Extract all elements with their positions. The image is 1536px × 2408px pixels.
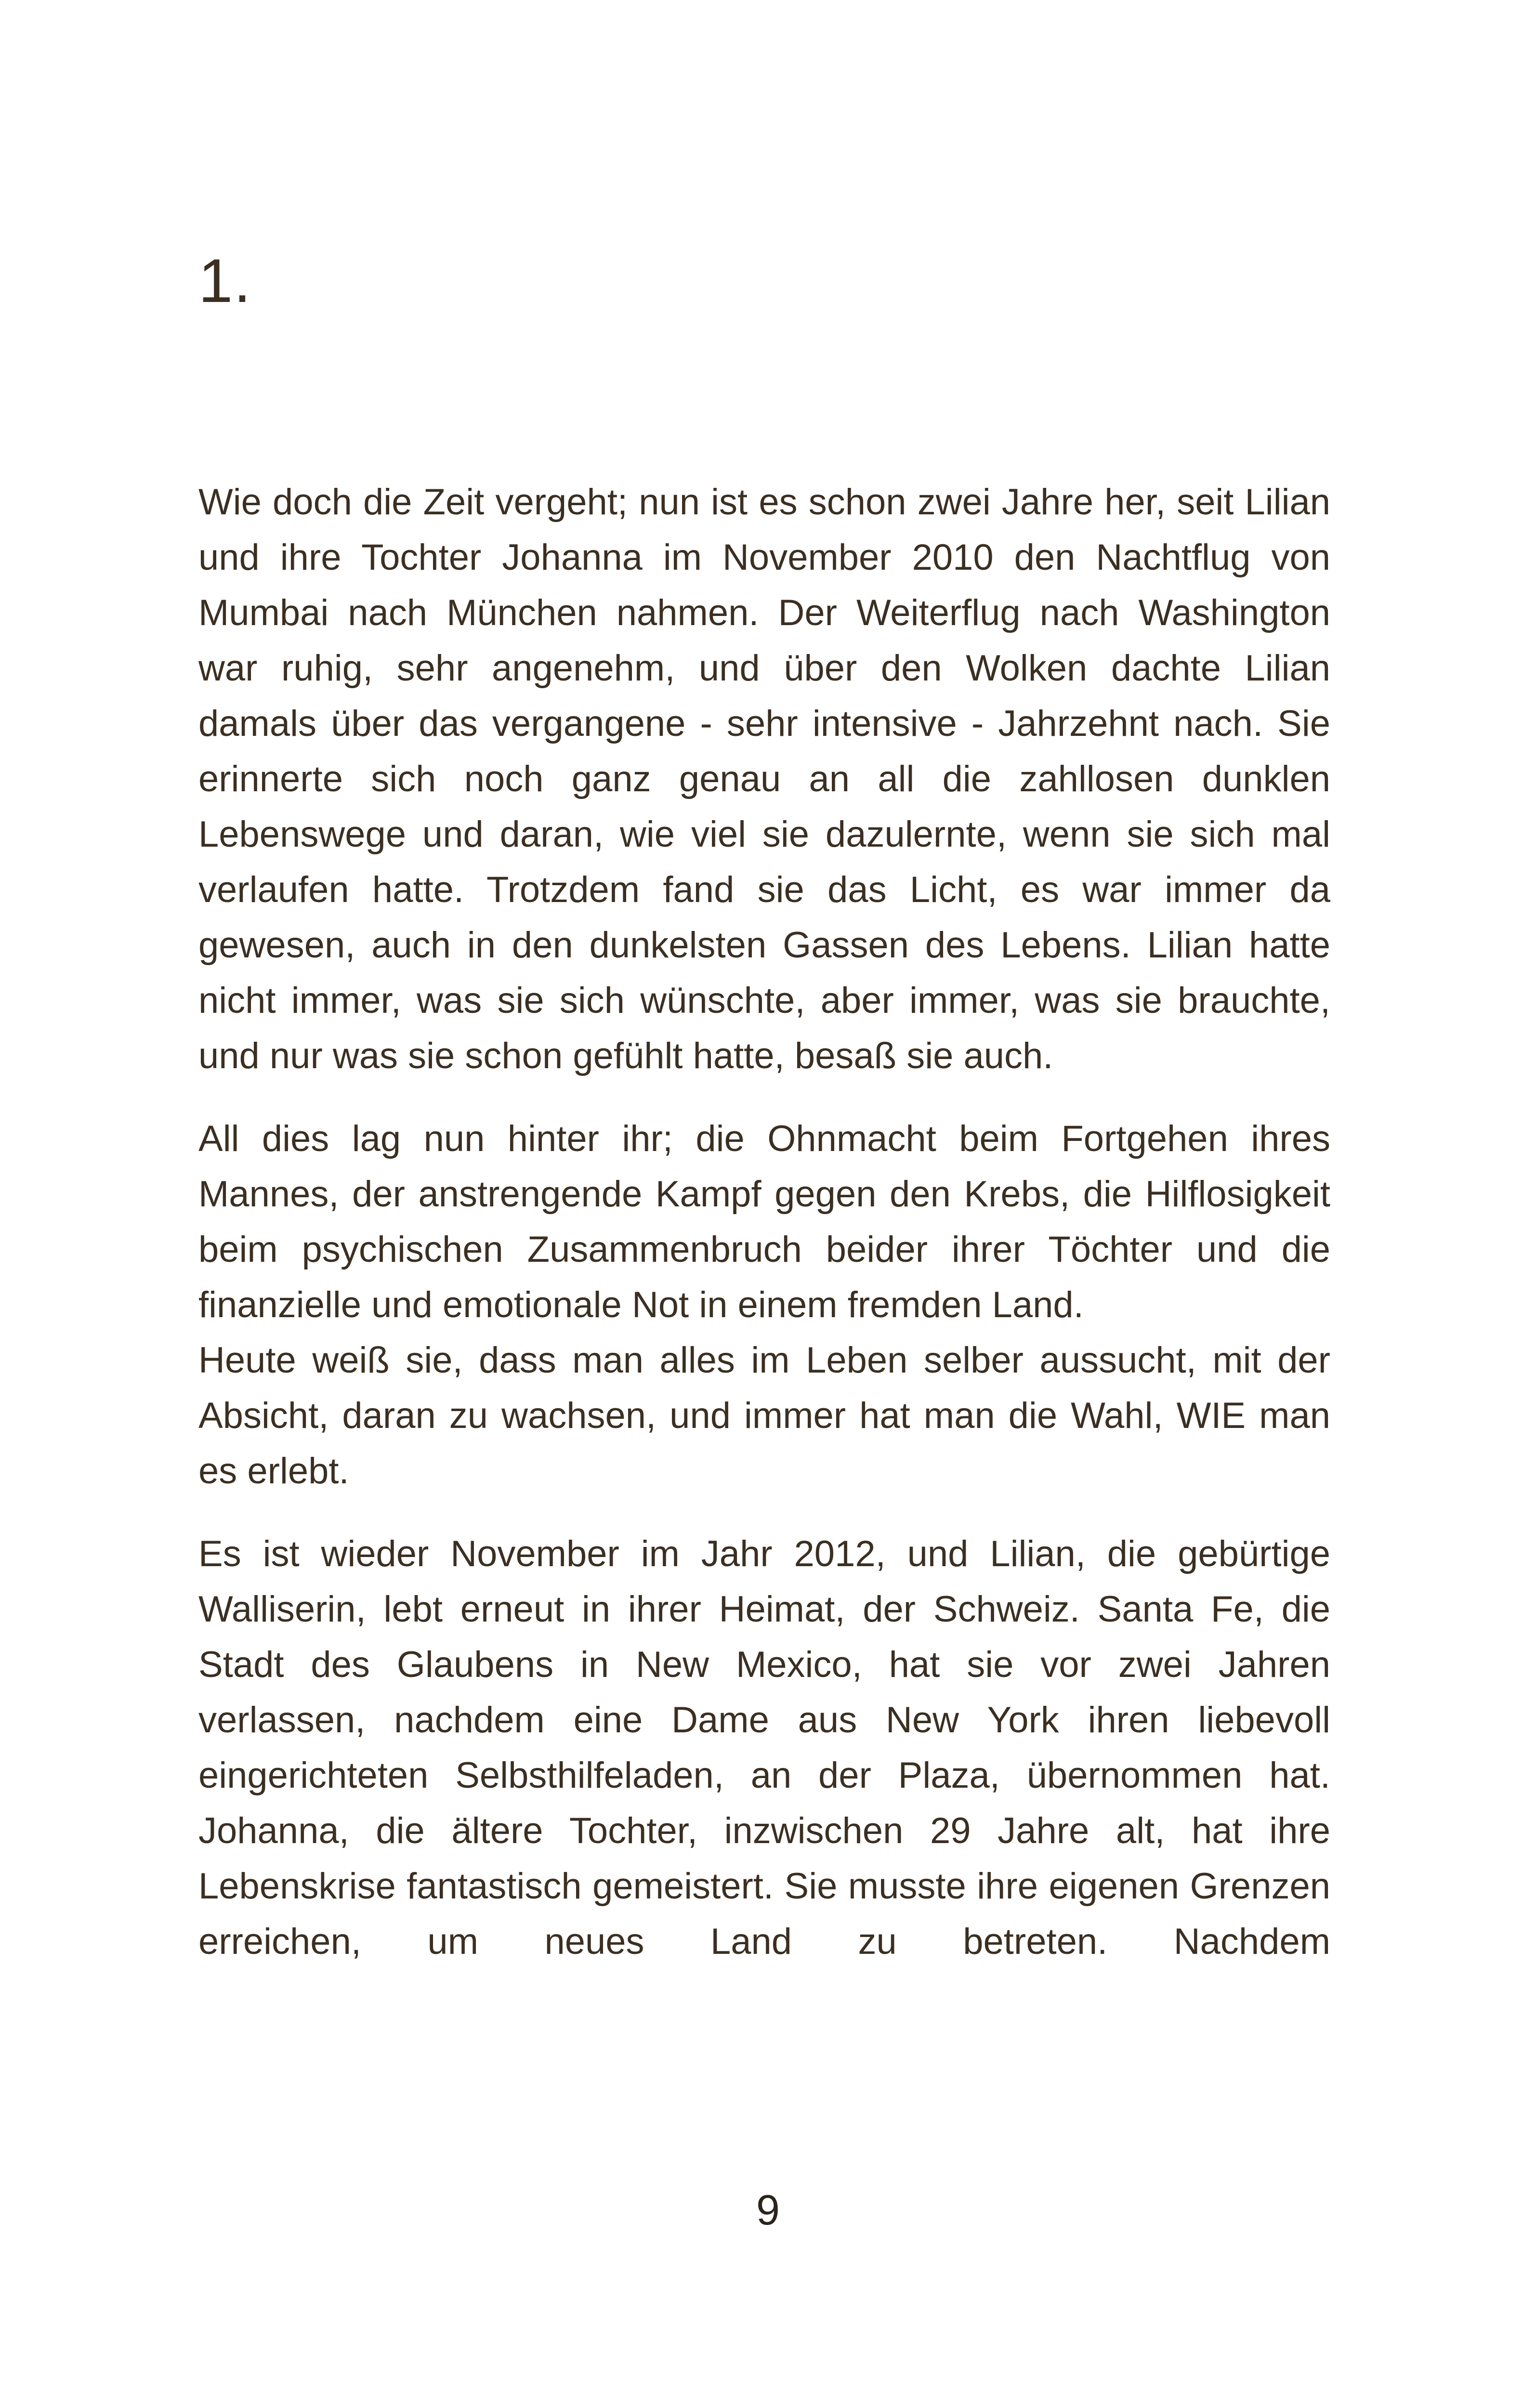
paragraph-3: Heute weiß sie, dass man alles im Leben selber aussucht, mit der Absicht, daran zu wachsen, und immer hat man die Wahl, WIE man es erlebt. <box>198 1340 1330 1492</box>
page-number: 9 <box>756 2186 780 2234</box>
chapter-number: 1. <box>198 247 252 315</box>
paragraph-2: All dies lag nun hinter ihr; die Ohnmacht beim Fortgehen ihres Mannes, der anstrengende Kampf gegen den Krebs, die Hilflosigkeit beim psychischen Zusammenbruch beider ihrer Töchter und die finanzielle und emotionale Not in einem fremden Land. <box>198 1118 1330 1325</box>
paragraph-4: Es ist wieder November im Jahr 2012, und Lilian, die gebürtige Walliserin, lebt erneut in ihrer Heimat, der Schweiz. Santa Fe, die Stadt des Glaubens in New Mexico, hat sie vor zwei Jahren verlassen, nachdem eine Dame aus New York ihren liebevoll eingerichteten Selbsthilfeladen, an der Plaza, übernommen hat. Johanna, die ältere Tochter, inzwischen 29 Jahre alt, hat ihre Lebenskrise fantastisch gemeistert. Sie musste ihre eigenen Grenzen erreichen, um neues Land zu betreten. Nachdem <box>198 1533 1330 1962</box>
chapter-body <box>198 474 1330 1969</box>
paragraph-1: Wie doch die Zeit vergeht; nun ist es schon zwei Jahre her, seit Lilian und ihre Tochter Johanna im November 2010 den Nachtflug von Mumbai nach München nahmen. Der Weiterflug nach Washington war ruhig, sehr angenehm, und über den Wolken dachte Lilian damals über das vergangene - sehr intensive - Jahrzehnt nach. Sie erinnerte sich noch ganz genau an all die zahllosen dunklen Lebenswege und daran, wie viel sie dazulernte, wenn sie sich mal verlaufen hatte. Trotzdem fand sie das Licht, es war immer da gewesen, auch in den dunkelsten Gassen des Lebens. Lilian hatte nicht immer, was sie sich wünschte, aber immer, was sie brauchte, und nur was sie schon gefühlt hatte, besaß sie auch. <box>198 482 1330 1076</box>
